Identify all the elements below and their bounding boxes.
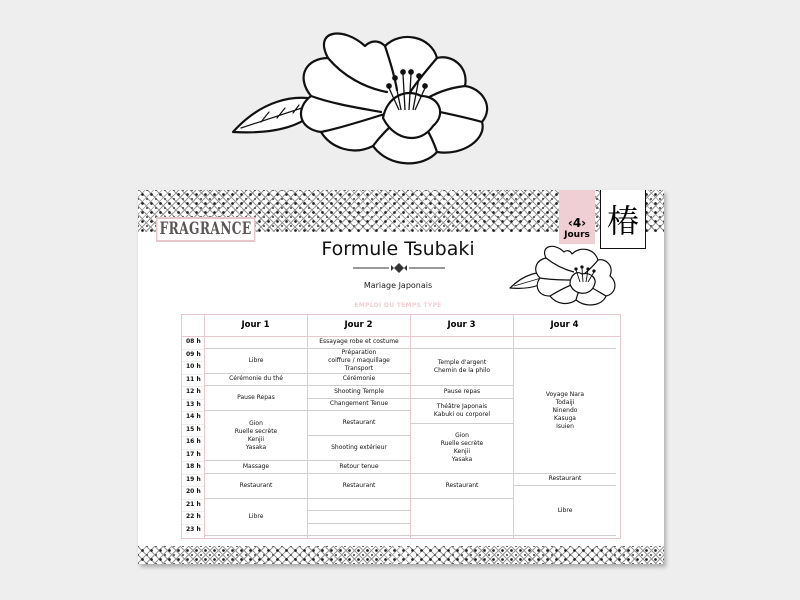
hour-label: 21 h — [186, 500, 201, 508]
hour-label: 22 h — [186, 513, 201, 520]
schedule-activity: Pause Repas — [205, 386, 307, 411]
hour-label: 23 h — [186, 525, 201, 533]
hour-label: 20 h — [186, 488, 201, 495]
hour-separator — [182, 424, 204, 425]
hour-separator — [182, 511, 204, 512]
hour-separator — [182, 411, 204, 412]
hour-separator — [182, 449, 204, 450]
schedule-empty-slot — [308, 511, 410, 524]
schedule-activity: Essayage robe et costume — [308, 336, 410, 349]
hour-separator — [182, 386, 204, 387]
duration-label: Jours — [564, 230, 590, 240]
schedule-empty-slot — [308, 524, 410, 537]
hour-separator — [182, 399, 204, 400]
kanji-label: 椿 — [600, 190, 646, 249]
schedule-activity: Restaurant — [205, 474, 307, 499]
schedule-activity: Cérémonie — [308, 374, 410, 387]
day-header: Jour 2 — [344, 320, 373, 330]
hour-separator — [182, 361, 204, 362]
hour-label: 15 h — [186, 425, 201, 433]
subtitle: Mariage Japonais — [363, 281, 433, 290]
hour-separator — [182, 461, 204, 462]
schedule-activity: Gion Ruelle secrète Kenjii Yasaka — [411, 424, 513, 474]
brand-logo: FRAGRANCE — [156, 217, 255, 242]
hour-label: 08 h — [186, 338, 201, 345]
schedule-activity: Théâtre Japonais Kabuki ou corporel — [411, 399, 513, 424]
camellia-illustration — [225, 18, 495, 188]
hour-separator — [182, 486, 204, 487]
section-label: EMPLOI DU TEMPS TYPE — [354, 302, 442, 309]
schedule-activity: Changement Tenue — [308, 399, 410, 412]
schedule-activity: Restaurant — [411, 474, 513, 499]
schedule-activity: Shooting extérieur — [308, 436, 410, 461]
duration-badge — [559, 190, 595, 244]
schedule-activity: Préparation coiffure / maquillage Transport — [308, 349, 410, 374]
schedule-activity: Restaurant — [308, 411, 410, 436]
hour-separator — [182, 499, 204, 500]
schedule-activity: Libre — [205, 499, 307, 537]
hour-label: 10 h — [186, 363, 201, 370]
hour-label: 17 h — [186, 450, 201, 458]
hour-label: 19 h — [186, 475, 201, 483]
schedule-activity: Voyage Nara Todaiji Ninendo Kasuga Isuien — [514, 349, 616, 474]
schedule-activity: Retour tenue — [308, 461, 410, 474]
schedule-activity: Libre — [205, 349, 307, 374]
schedule-empty-slot — [205, 336, 307, 349]
hour-label: 16 h — [186, 438, 201, 445]
day-header: Jour 4 — [550, 320, 579, 330]
schedule-table — [181, 314, 621, 539]
schedule-activity: Pause repas — [411, 386, 513, 399]
hour-label: 14 h — [186, 413, 201, 420]
hour-label: 13 h — [186, 400, 201, 408]
schedule-activity: Gion Ruelle secrète Kenjii Yasaka — [205, 411, 307, 461]
hour-label: 11 h — [186, 375, 201, 383]
schedule-empty-slot — [308, 499, 410, 512]
hour-label: 09 h — [186, 350, 201, 358]
schedule-activity: Massage — [205, 461, 307, 474]
hour-label: 18 h — [186, 463, 201, 470]
duration-number: ‹4› — [567, 216, 587, 230]
schedule-activity: Restaurant — [308, 474, 410, 499]
hour-label: 12 h — [186, 388, 201, 395]
hour-separator — [182, 374, 204, 375]
hour-separator — [182, 524, 204, 525]
day-header: Jour 3 — [447, 320, 476, 330]
camellia-small-icon — [506, 240, 618, 310]
schedule-activity: Libre — [514, 486, 616, 536]
schedule-activity: Restaurant — [514, 474, 616, 487]
schedule-empty-slot — [411, 336, 513, 349]
hour-separator — [182, 474, 204, 475]
hour-separator — [182, 349, 204, 350]
schedule-empty-slot — [514, 336, 616, 349]
schedule-activity: Temple d'argent Chemin de la philo — [411, 349, 513, 387]
itinerary-card — [138, 190, 664, 564]
day-header: Jour 1 — [241, 320, 270, 330]
schedule-empty-slot — [411, 499, 513, 537]
hour-separator — [182, 436, 204, 437]
schedule-activity: Shooting Temple — [308, 386, 410, 399]
schedule-activity: Cérémonie du thé — [205, 374, 307, 387]
decorative-pattern-bottom — [138, 546, 664, 564]
page-title: Formule Tsubaki — [321, 238, 475, 260]
ornament-divider — [353, 262, 445, 274]
